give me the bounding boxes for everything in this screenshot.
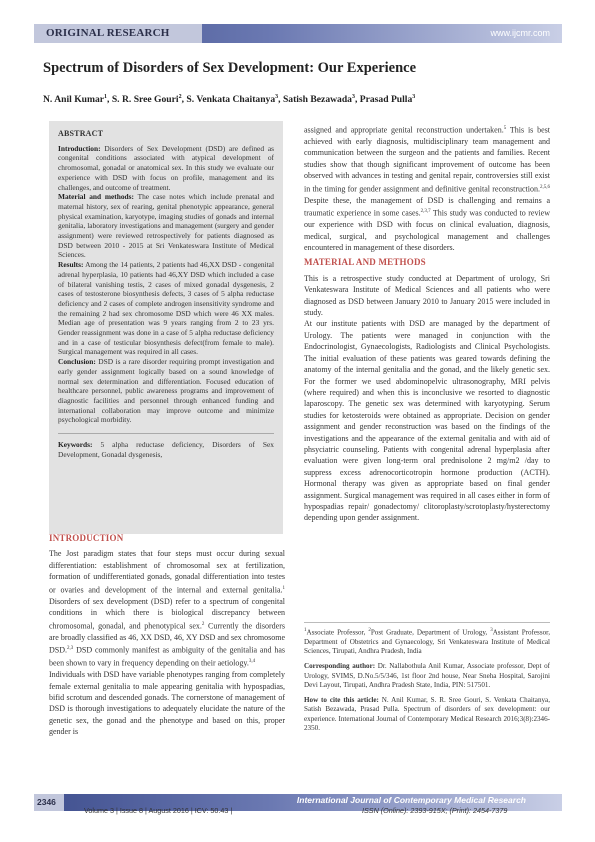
- footer-issn: ISSN (Online): 2393-915X; (Print): 2454-7379: [362, 806, 508, 815]
- intro-text: This is best achieved with early diagnosis, multidisciplinary team management and communication between the surgeon and the patients and families. Recent studies show that though significant improvement of outcome has been observed with advances in testing and genital repair, controversies still exist in the timing for gender assignment and definitive genital reconstruction.: [304, 125, 550, 194]
- abstract-results: [58, 260, 274, 357]
- abstract-box: [49, 121, 283, 534]
- abstract-conclusion-label: Conclusion:: [58, 357, 96, 367]
- journal-url-link[interactable]: www.ijcmr.com: [490, 28, 550, 38]
- author-name: Satish Bezawada: [282, 94, 352, 106]
- affiliation-text: [304, 626, 550, 656]
- author-affiliation-mark: 3: [275, 94, 279, 100]
- methods-paragraph: At our institute patients with DSD are managed by the department of Urology. The patients were managed in conjunction with the Endocrinologist, Gynaecologists, Radiologists and Clinical Psychologists. The initial evaluation of these patients was geared towards defining the anatomy of the internal genitalia and the gonad, and the likely genetic sex. For the former we used abdominopelvic ultrasonography, MRI pelvis (where required) and when this is inconclusive we resorted to diagnostic laparoscopy. The genetic sex was determined with karyotyping. Serum studies for ketosteroids were obtained as appropriate. Decision on gender assignment and gender reconstruction was based on the findings of the investigations and the appearance of the external genitalia and with aid of phsyciatric counseling. Patients with congenital adrenal hyperplasia after evaluation were given long-term oral prednisolone 2 mg/m2 /day to suppress excess adrenocorticotropin hormone production (ACTH). Hormonal therapy was given as appropriate based on final gender assignment. Surgical management was required in all cases either in form of hypospadias repair/ gonadectomy/ clitoroplasty/scrotoplasty/hysterectomy depending upon gender assignment.: [304, 319, 550, 523]
- methods-paragraph: This is a retrospective study conducted at Department of urology, Sri Venkateswara Institute of Medical Sciences and all patients who were diagnosed as DSD between January 2010 to January 2015 were included in study.: [304, 273, 550, 318]
- abstract-conclusion: [58, 357, 274, 425]
- article-title: Spectrum of Disorders of Sex Development: Our Experience: [43, 60, 417, 76]
- citation-text: N. Anil Kumar, S. R. Sree Gouri, S. Venkata Chaitanya, Satish Bezawada, Prasad Pulla. Spectrum of disorders of sex development: our experience. International Journal of Contemporary Medical Research 2016;3(8):2346-2350.: [304, 696, 550, 733]
- citation-label: How to cite this article:: [304, 696, 379, 705]
- citation-ref[interactable]: 5: [503, 126, 507, 131]
- abstract-introduction: [58, 144, 274, 193]
- affiliation-3: Assistant Professor, Department of Obstetrics and Gynaecology, Sri Venkateswara Institute of Medical Sciences, Tirupati, Andhra Pradesh, India: [304, 628, 550, 655]
- abstract-keywords: [58, 433, 274, 459]
- abstract-results-label: Results:: [58, 260, 84, 270]
- abstract-heading: ABSTRACT: [58, 129, 104, 138]
- author-affiliation-mark: 3: [351, 94, 355, 100]
- abstract-intro-text: Disorders of Sex Development (DSD) are defined as congenital conditions associated with atypical development of chromosomal, gonadal or anatomical sex. In this study we evaluate our experience with DSD with focus on profile, management and its challenges, and outcome of treatment.: [58, 143, 274, 192]
- intro-text: assigned and appropriate genital reconstruction undertaken.: [304, 125, 504, 135]
- corresponding-author-text: Dr. Nallabothula Anil Kumar, Associate professor, Dept of Urology, SVIMS, D.No.5/5/346, 1st floor 2nd house, Near Sneha Hospital, Sarojini Devi Layout, Tirupati, Andhra Pradesh State, India, PIN: 517501.: [304, 662, 550, 689]
- keywords-label: Keywords:: [58, 440, 93, 450]
- affiliations-block: [304, 622, 550, 739]
- intro-text: Currently the disorders are broadly classified as 46, XX DSD, 46, XY DSD and sex chromosome DSD.: [49, 621, 286, 655]
- affiliation-mark: 2: [368, 628, 371, 633]
- affiliation-2: Post Graduate, Department of Urology,: [370, 628, 491, 637]
- author-affiliation-mark: 1: [104, 94, 108, 100]
- introduction-paragraph: Individuals with DSD have variable phenotypes ranging from completely female external genitalia to male appearing genitalia with hypospadias, bifid scrotum and descended gonads. The cornerstone of management of DSD is thorough investigations to adequately elucidate the nature of the genetic sex, the gonad and the phenotype and based on this, proper gender is: [49, 670, 285, 737]
- intro-text: DSD commonly manifest as ambiguity of the genitalia and has been shown to vary in frequency depending on their aetiology.: [49, 645, 285, 668]
- citation-ref[interactable]: 2,5,6: [540, 184, 550, 190]
- citation-ref[interactable]: 2,3: [67, 645, 74, 651]
- abstract-methods-label: Material and methods:: [58, 192, 134, 202]
- citation-ref[interactable]: 1: [282, 585, 285, 591]
- author-affiliation-mark: 2: [178, 94, 182, 100]
- footer-journal-name: International Journal of Contemporary Medical Research: [296, 795, 526, 805]
- abstract-conclusion-text: DSD is a rare disorder requiring prompt investigation and early gender assignment logically based on a sound knowledge of normal sex determination and differentiation. Focused education of healthcare personnel, public awareness programs and improvement of diagnostic facilities and personnel through enhanced funding and international collaboration may improve outcome and minimize psychological morbidity.: [58, 357, 274, 425]
- abstract-results-text: Among the 14 patients, 2 patients had 46,XX DSD - congenital adrenal hyperplasia, 10 patients had 46,XY DSD which included a case of bilateral vanishing testis, 2 cases of mixed gonadal dysgenesis, 2 cases of testosterone biosynthesis defects, 3 cases of 5 alpha reductase deficiency and 2 cases of complete androgen insensitivity syndrome and the remaining 2 had sex chromosome DSD which were 46 XX males. Median age of presentation was 9 years ranging from 2 to 23 yrs. Gender reassignment was done in a case of 5 alpha reductase deficiency and in a case of testicular biosynthesis defect(from female to male). Surgical management was required in all cases.: [58, 260, 274, 357]
- page-number: 2346: [37, 797, 56, 807]
- keywords-text: 5 alpha reductase deficiency, Disorders of Sex Development, Gonadal dysgenesis,: [58, 440, 274, 459]
- citation-ref[interactable]: 2: [201, 621, 205, 627]
- footer-volume-info: Volume 3 | Issue 8 | August 2016 | ICV: 50.43 |: [84, 806, 233, 815]
- introduction-paragraph: [49, 548, 285, 669]
- right-column: [304, 123, 550, 524]
- citation-info: [304, 696, 550, 733]
- author-name: N. Anil Kumar: [43, 94, 105, 106]
- affiliation-mark: 3: [490, 628, 493, 633]
- author-name: S. Venkata Chaitanya: [186, 94, 276, 106]
- page-number-box: [34, 794, 64, 811]
- affiliation-mark: 1: [304, 628, 307, 633]
- introduction-continued-paragraph: [304, 123, 550, 253]
- citation-ref[interactable]: 3,4: [248, 659, 256, 665]
- affiliation-1: Associate Professor,: [306, 628, 369, 637]
- abstract-methods-text: The case notes which include prenatal and maternal history, sex of rearing, genital phenotypic appearance, general physical examination, karyotype, imaging studies of gonads and internal genitalia, laboratory investigations and management (surgery and gender assignment) were reviewed retrospectively for patients diagnosed as DSD between 2010 - 2015 at Sri Venkateswara Institute of Medical Sciences.: [58, 192, 274, 260]
- intro-text: The Jost paradigm states that four steps must occur during sexual differentiation: establishment of chromosomal sex at fertilization, formation of undifferentiated gonads, gonadal differentiation into testes or ovaries and development of the internal and external genitalia.: [49, 549, 285, 595]
- author-name: S. R. Sree Gouri: [111, 94, 179, 106]
- abstract-intro-label: Introduction:: [58, 143, 101, 153]
- introduction-heading: INTRODUCTION: [49, 533, 124, 543]
- citation-ref[interactable]: 2,3,7: [420, 209, 431, 215]
- section-label: ORIGINAL RESEARCH: [46, 27, 170, 39]
- intro-text: This study was conducted to review our experience with DSD with focus on clinical evaluation, diagnosis, medical, surgical, and psychological management and challenges encountered in management of these disorders.: [304, 208, 551, 253]
- author-list: N. Anil Kumar$^1$, S. R. Sree Gouri$^2$, S. Venkata Chaitanya$^3$, Satish Bezawada$^3$, Prasad Pulla$^3$: [43, 94, 416, 106]
- methods-heading: MATERIAL AND METHODS: [304, 257, 426, 268]
- abstract-methods: [58, 192, 274, 260]
- corresponding-author: [304, 662, 550, 690]
- corresponding-author-label: Corresponding author:: [304, 662, 376, 671]
- section-label-box: [34, 24, 202, 43]
- intro-text: Despite these, the management of DSD is challenging and remains a traumatic experience in some cases.: [304, 195, 550, 218]
- author-name: Prasad Pulla: [359, 94, 413, 106]
- intro-text: Disorders of sex development (DSD) refer to a spectrum of congenital conditions in which there is biological discrepancy between chromosomal, gonadal, and phenotypical sex.: [49, 596, 285, 631]
- introduction-section: [49, 533, 285, 738]
- header-bar: [34, 24, 562, 43]
- author-affiliation-mark: 3: [412, 94, 416, 100]
